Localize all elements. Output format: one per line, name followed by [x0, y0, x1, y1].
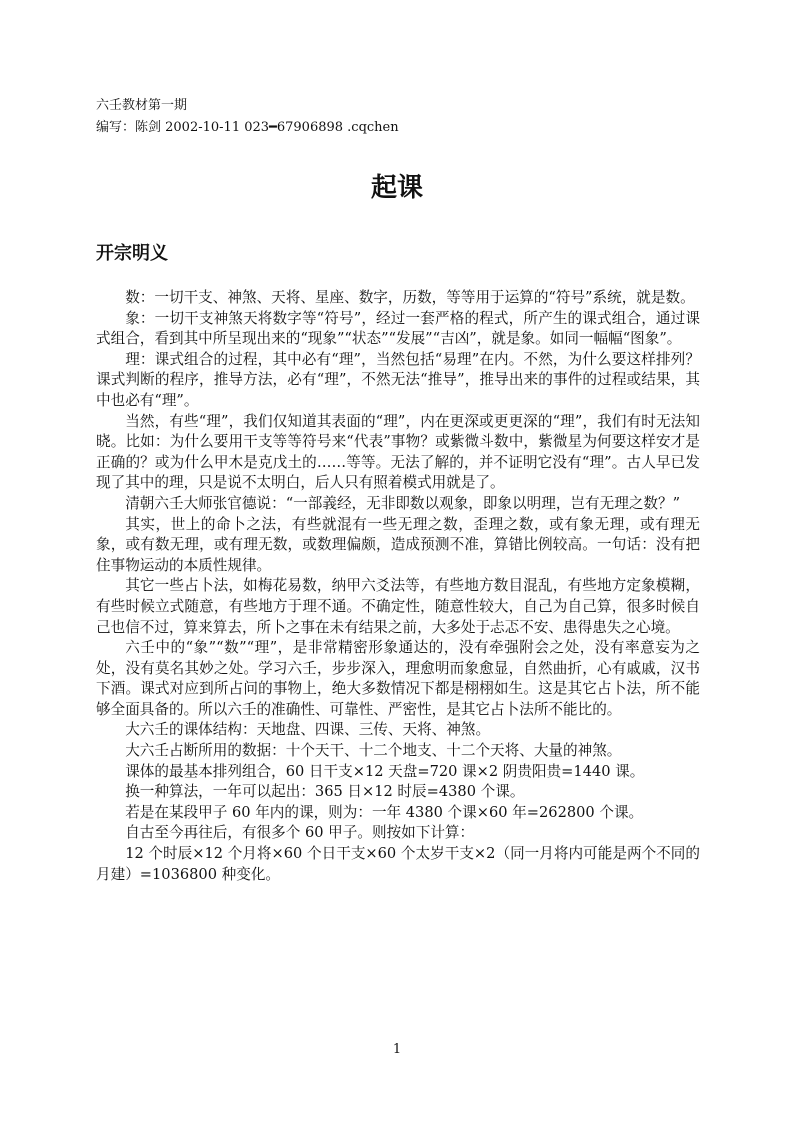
- paragraph: 换一种算法，一年可以起出：365 日×12 时辰=4380 个课。: [125, 783, 525, 801]
- paragraph: 若是在某段甲子 60 年内的课，则为：一年 4380 个课×60 年=262800 个课。: [125, 803, 644, 821]
- paragraph: 理：课式组合的过程，其中必有“理”，当然包括“易理”在内。不然，为什么要这样排列？课式判断的程序，推导方法，必有“理”，不然无法“推导”，推导出来的事件的过程或结果，其中也必有“理”。: [96, 350, 700, 409]
- doc-header-author: 编写：陈剑 2002-10-11 023━67906898 .cqchen: [96, 120, 399, 135]
- section-title: 开宗明义: [96, 243, 168, 264]
- paragraph: 数：一切干支、神煞、天将、星座、数字，历数，等等用于运算的“符号”系统，就是数。: [125, 289, 695, 306]
- paragraph: 大六壬占断所用的数据：十个天干、十二个地支、十二个天将、大量的神煞。: [125, 742, 622, 760]
- paragraph: 六壬中的“象”“数”“理”，是非常精密形象通达的，没有牵强附会之处，没有率意妄为之处，没有莫名其妙之处。学习六壬，步步深入，理愈明而象愈显，自然曲折，心有戚戚，汉书下酒。课式对应到所占问的事物上，绝大多数情况下都是栩栩如生。这是其它占卜法，所不能够全面具备的。所以六壬的准确性、可靠性、严密性，是其它占卜法所不能比的。: [96, 639, 700, 718]
- paragraph: 其它一些占卜法，如梅花易数，纳甲六爻法等，有些地方数目混乱，有些地方定象模糊，有些时候立式随意，有些地方于理不通。不确定性，随意性较大，自己为自己算，很多时候自己也信不过，算来算去，所卜之事在未有结果之前，大多处于忐忑不安、患得患失之心境。: [96, 577, 700, 636]
- body-text: [96, 288, 700, 885]
- paragraph: 当然，有些“理”，我们仅知道其表面的“理”，内在更深或更更深的“理”，我们有时无法知晓。比如：为什么要用干支等等符号来“代表”事物？或紫微斗数中，紫微星为何要这样安才是正确的？或为什么甲木是克戊土的……等等。无法了解的，并不证明它没有“理”。古人早已发现了其中的理，只是说不太明白，后人只有照着模式用就是了。: [96, 412, 700, 492]
- paragraph: 课体的最基本排列组合，60 日干支×12 天盘=720 课×2 阴贵阳贵=1440 课。: [125, 762, 645, 780]
- paragraph: 象：一切干支神煞天将数字等“符号”，经过一套严格的程式，所产生的课式组合，通过课式组合，看到其中所呈现出来的“现象”“状态”“发展”“吉凶”，就是象。如同一幅幅“图象”。: [96, 309, 700, 348]
- paragraph: 12 个时辰×12 个月将×60 个日干支×60 个太岁干支×2（同一月将内可能是两个不同的月建）=1036800 种变化。: [96, 845, 700, 883]
- paragraph: 其实，世上的命卜之法，有些就混有一些无理之数，歪理之数，或有象无理，或有理无象，或有数无理，或有理无数，或数理偏颇，造成预测不准，算错比例较高。一句话：没有把住事物运动的本质性规律。: [96, 515, 700, 574]
- paragraph: 大六壬的课体结构：天地盘、四课、三传、天将、神煞。: [125, 721, 491, 739]
- quote-paragraph: 清朝六壬大师张官德说：“一部義经，无非即数以观象，即象以明理，岂有无理之数？”: [125, 494, 681, 512]
- doc-header-series: 六壬教材第一期: [96, 98, 188, 113]
- page-number: 1: [392, 1042, 402, 1057]
- paragraph: 自古至今再往后，有很多个 60 甲子。则按如下计算：: [125, 824, 475, 842]
- page-title: 起课: [370, 173, 423, 203]
